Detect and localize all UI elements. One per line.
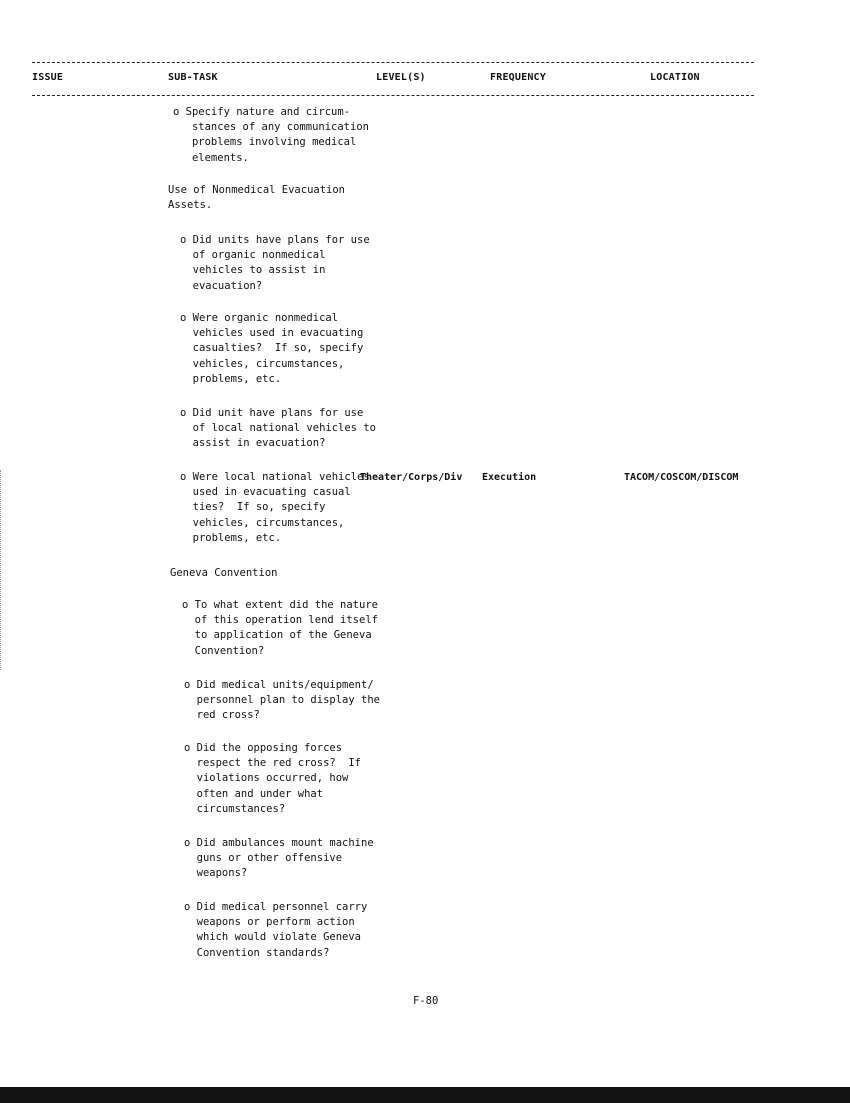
header-levels: LEVEL(S) — [376, 72, 426, 83]
header-location: LOCATION — [650, 72, 700, 83]
subtask-item: o Were organic nonmedical vehicles used in evacuating casualties? If so, specify vehicles, circumstances, problems, etc. — [180, 312, 364, 385]
scan-bottom-bar — [0, 1087, 850, 1103]
header-bottom-rule — [32, 95, 754, 96]
header-subtask: SUB-TASK — [168, 72, 218, 83]
subtask-item: o Did units have plans for use of organic nonmedical vehicles to assist in evacuation? — [180, 234, 370, 292]
subtask-item: o Did medical personnel carry weapons or perform action which would violate Geneva Convention standards? — [184, 901, 368, 959]
scan-edge-mark — [0, 470, 3, 670]
subtask-item: o Did ambulances mount machine guns or other offensive weapons? — [184, 837, 374, 880]
subtask-item: o To what extent did the nature of this operation lend itself to application of the Geneva Convention? — [182, 599, 378, 657]
section-heading-geneva: Geneva Convention — [170, 567, 278, 579]
section-heading-nonmedical: Use of Nonmedical Evacuation Assets. — [168, 184, 346, 212]
header-top-rule — [32, 62, 754, 63]
subtask-item: o Were local national vehicles used in evacuating casual ties? If so, specify vehicles, circumstances, problems, etc. — [180, 471, 370, 544]
subtask-item: o Did medical units/equipment/ personnel plan to display the red cross? — [184, 679, 380, 722]
page-number: F-80 — [413, 995, 439, 1007]
header-issue: ISSUE — [32, 72, 64, 83]
header-frequency: FREQUENCY — [490, 72, 546, 83]
subtask-item: o Did unit have plans for use of local national vehicles to assist in evacuation? — [180, 407, 376, 450]
location-cell: TACOM/COSCOM/DISCOM — [624, 472, 739, 483]
levels-cell: Theater/Corps/Div — [360, 472, 463, 483]
subtask-item: o Specify nature and circum- stances of any communication problems involving medical elements. — [173, 106, 369, 164]
frequency-cell: Execution — [482, 472, 537, 483]
subtask-item: o Did the opposing forces respect the red cross? If violations occurred, how often and under what circumstances? — [184, 742, 362, 815]
